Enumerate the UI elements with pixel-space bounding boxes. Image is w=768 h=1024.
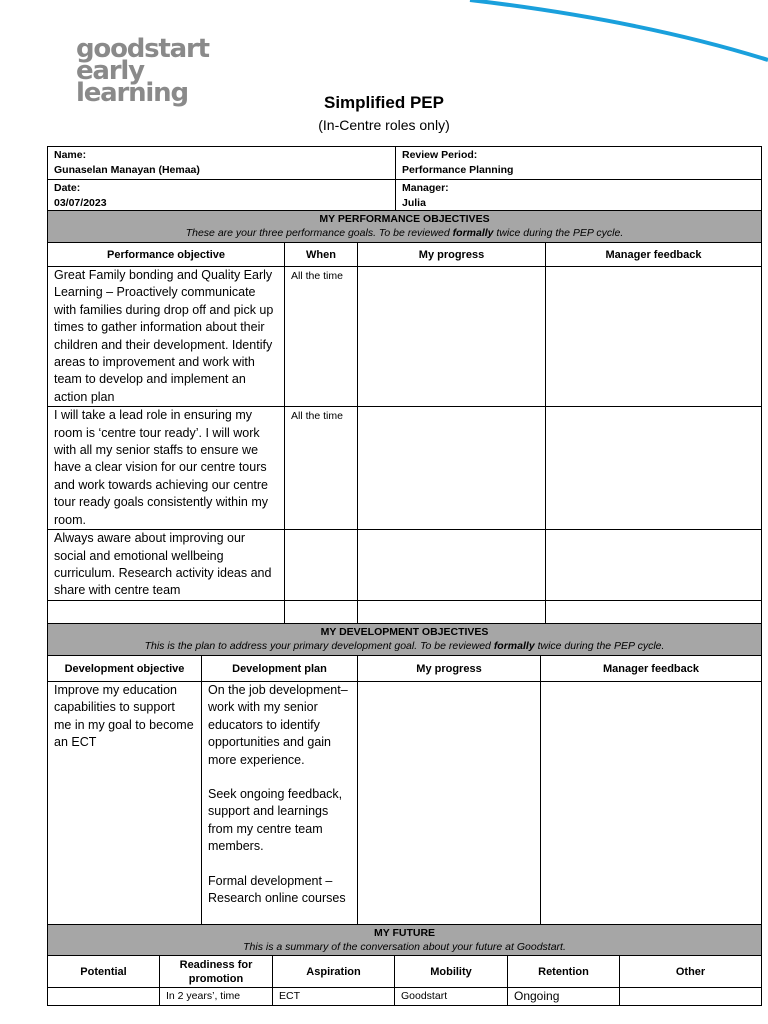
development-plan-cell <box>202 682 358 925</box>
development-banner <box>48 624 762 656</box>
plan-item: Formal development – Research online courses <box>208 873 346 906</box>
my-future-table <box>47 924 762 1006</box>
col-header-readiness: Readiness for promotion <box>160 956 273 988</box>
col-header-when: When <box>285 243 358 267</box>
retention-cell: Ongoing <box>508 988 620 1006</box>
readiness-cell: In 2 years’, time <box>160 988 273 1006</box>
table-row <box>48 988 762 1006</box>
mobility-cell: Goodstart <box>395 988 508 1006</box>
when-cell: All the time <box>285 267 358 407</box>
table-row <box>48 682 762 925</box>
name-cell <box>48 147 396 180</box>
col-header-my-progress: My progress <box>358 656 541 682</box>
col-header-mobility: Mobility <box>395 956 508 988</box>
date-cell <box>48 180 396 213</box>
feedback-cell[interactable] <box>546 530 762 601</box>
future-banner-title: MY FUTURE <box>373 927 436 939</box>
plan-item: Seek ongoing feedback, support and learnings from my centre team members. <box>208 787 343 854</box>
col-header-manager-feedback: Manager feedback <box>546 243 762 267</box>
performance-objectives-table <box>47 210 762 627</box>
objective-cell: I will take a lead role in ensuring my room is ‘centre tour ready’. I will work with all my senior staffs to ensure we have a clear vision for our centre tours and work towards achieving our centre tour ready goals consistently within my room. <box>48 407 285 530</box>
potential-cell[interactable] <box>48 988 160 1006</box>
col-header-my-progress: My progress <box>358 243 546 267</box>
plan-item: On the job development– work with my senior educators to identify opportunities and gain more experience. <box>208 683 348 767</box>
table-row <box>48 530 762 601</box>
review-period-label: Review Period: <box>402 149 478 161</box>
col-header-development-objective: Development objective <box>48 656 202 682</box>
date-value: 03/07/2023 <box>54 197 107 209</box>
when-cell <box>285 530 358 601</box>
objective-cell: Great Family bonding and Quality Early Learning – Proactively communicate with families during drop off and pick up times to gather information about their children and their development. Identify areas to improvement and work with team to develop and implement an action plan <box>48 267 285 407</box>
logo-line: early <box>76 56 144 86</box>
performance-banner-subtitle: These are your three performance goals. To be reviewed formally twice during the PEP cycle. <box>185 227 624 239</box>
table-row <box>48 407 762 530</box>
feedback-cell[interactable] <box>546 267 762 407</box>
col-header-manager-feedback: Manager feedback <box>541 656 762 682</box>
future-banner-subtitle: This is a summary of the conversation about your future at Goodstart. <box>243 941 566 953</box>
name-label: Name: <box>54 149 87 161</box>
col-header-development-plan: Development plan <box>202 656 358 682</box>
col-header-retention: Retention <box>508 956 620 988</box>
logo-line: goodstart <box>76 34 209 64</box>
feedback-cell[interactable] <box>546 407 762 530</box>
table-row <box>48 267 762 407</box>
performance-banner <box>48 211 762 243</box>
review-period-value: Performance Planning <box>402 164 514 176</box>
objective-cell: Always aware about improving our social and emotional wellbeing curriculum. Research activity ideas and share with centre team <box>48 530 285 601</box>
aspiration-cell: ECT <box>273 988 395 1006</box>
development-feedback-cell[interactable] <box>541 682 762 925</box>
col-header-performance-objective: Performance objective <box>48 243 285 267</box>
progress-cell[interactable] <box>358 407 546 530</box>
date-label: Date: <box>54 182 81 194</box>
page-subtitle: (In-Centre roles only) <box>318 117 450 133</box>
development-objective-cell: Improve my education capabilities to support me in my goal to become an ECT <box>48 682 202 925</box>
progress-cell[interactable] <box>358 267 546 407</box>
other-cell[interactable] <box>620 988 762 1006</box>
manager-label: Manager: <box>402 182 449 194</box>
performance-banner-title: MY PERFORMANCE OBJECTIVES <box>319 213 490 225</box>
name-value: Gunaselan Manayan (Hemaa) <box>54 164 200 176</box>
col-header-other: Other <box>620 956 762 988</box>
review-period-cell <box>396 147 762 180</box>
development-objectives-table <box>47 623 762 925</box>
development-banner-title: MY DEVELOPMENT OBJECTIVES <box>320 626 489 638</box>
info-table <box>47 146 762 213</box>
development-banner-subtitle: This is the plan to address your primary development goal. To be reviewed formally twice during the PEP cycle. <box>144 640 665 652</box>
future-banner <box>48 925 762 956</box>
logo-line: learning <box>76 78 188 108</box>
manager-value: Julia <box>402 197 426 209</box>
manager-cell <box>396 180 762 213</box>
when-cell: All the time <box>285 407 358 530</box>
col-header-aspiration: Aspiration <box>273 956 395 988</box>
progress-cell[interactable] <box>358 530 546 601</box>
development-progress-cell[interactable] <box>358 682 541 925</box>
col-header-potential: Potential <box>48 956 160 988</box>
page-title: Simplified PEP <box>324 93 444 112</box>
